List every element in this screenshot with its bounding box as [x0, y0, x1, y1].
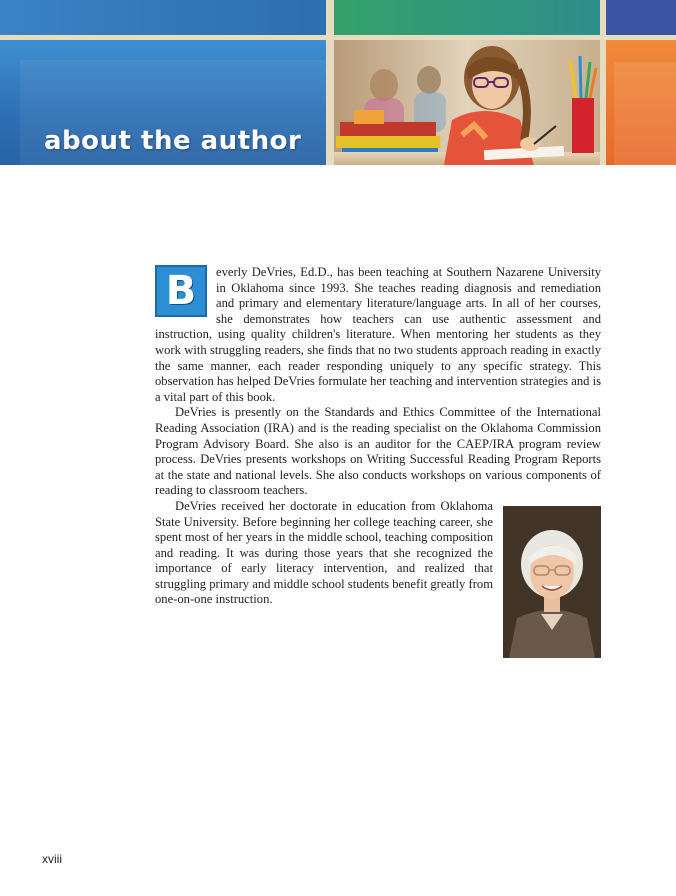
banner-divider — [600, 0, 606, 165]
bio-paragraph — [155, 405, 601, 499]
header-photo-illustration — [334, 40, 600, 165]
banner-tile — [0, 0, 326, 35]
bio-paragraph-text: DeVries is presently on the Standards and Ethics Committee of the International Reading Association (IRA) and is the reading specialist on the Oklahoma Commission Program Advisory Board. She also is an auditor for the CAEP/IRA program review process. DeVries presents workshops on Writing Successful Reading Program Reports at the state and national levels. She also conducts workshops on various components of reading to classroom teachers. — [155, 405, 601, 498]
bio-paragraph — [155, 265, 601, 405]
header-photo-student-writing — [334, 40, 600, 165]
author-bio — [155, 265, 601, 658]
banner-tile — [334, 0, 600, 35]
author-portrait — [503, 506, 601, 658]
banner-tile — [614, 62, 676, 165]
banner-divider — [326, 0, 334, 165]
bio-paragraph-text: DeVries received her doctorate in education from Oklahoma State University. Before beginning her college teaching career, she spent most of her years in the middle school, teaching composition and reading. It was during those years that she recognized the importance of early literacy intervention, and realized that struggling primary and middle school students benefit greatly from one-on-one instruction. — [155, 498, 493, 607]
page-title: about the author — [44, 126, 302, 156]
banner-divider — [0, 35, 676, 40]
page-number: xviii — [42, 852, 62, 866]
header-banner — [0, 0, 676, 165]
author-portrait-illustration — [503, 506, 601, 658]
banner-tile — [606, 0, 676, 35]
drop-cap: B — [155, 265, 207, 317]
bio-paragraph-text: everly DeVries, Ed.D., has been teaching at Southern Nazarene University in Oklahoma since 1993. She teaches reading diagnosis and remediation and primary and elementary literature/language arts. In all of her courses, she demonstrates how teachers can use authentic assessment and instruction, using quality children's literature. When mentoring her students as they work with struggling readers, she finds that no two students approach reading in exactly the same manner, each reader responding uniquely to any specific strategy. This observation has helped DeVries formulate her teaching and intervention strategies and is a vital part of this book. — [155, 265, 601, 404]
